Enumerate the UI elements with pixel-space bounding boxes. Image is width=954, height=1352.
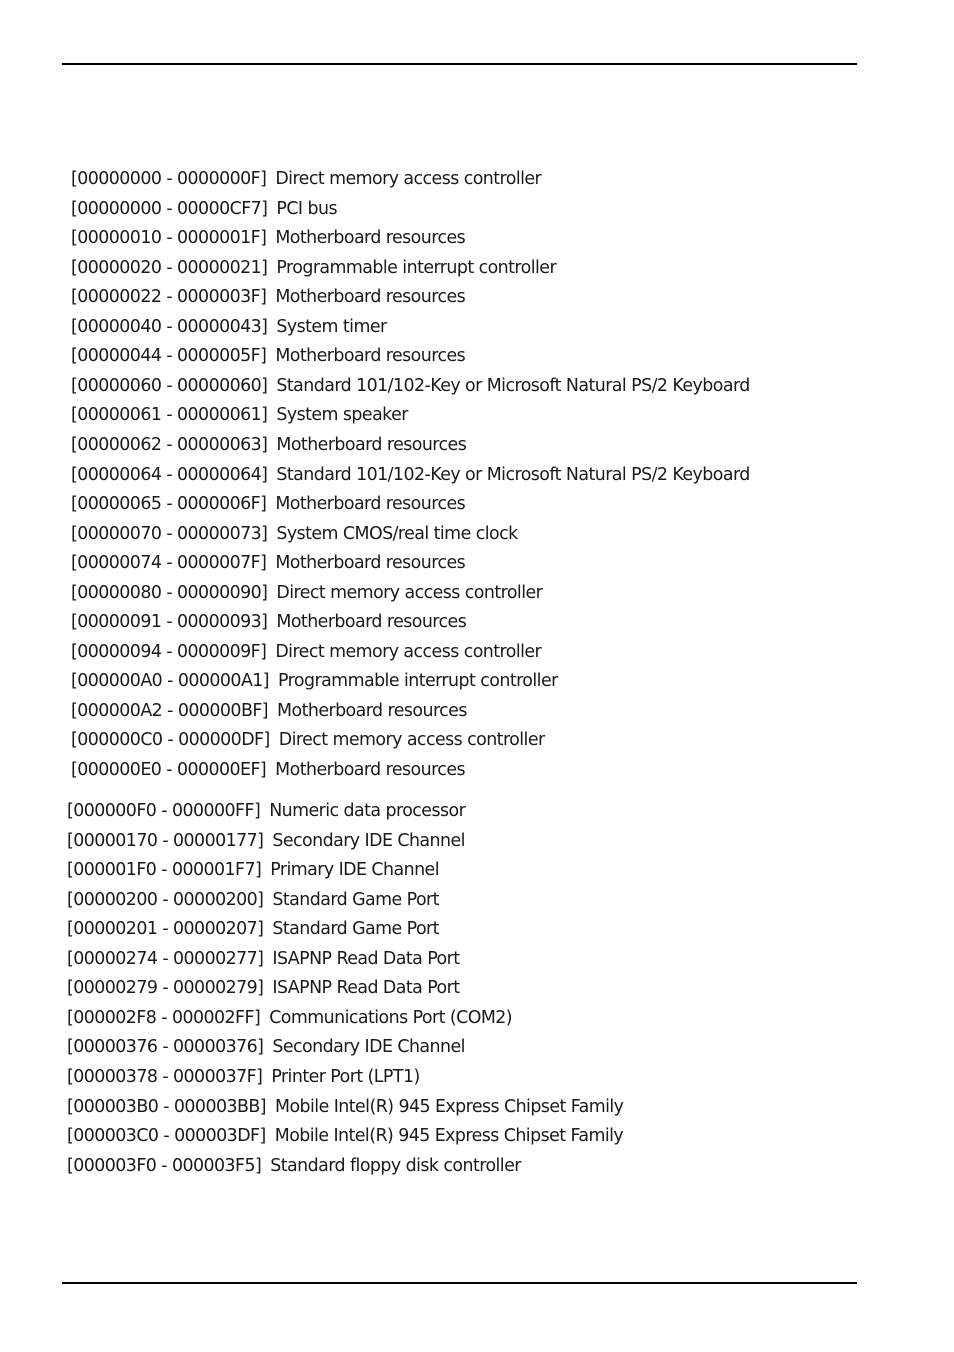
io-range-address: [00000020 - 00000021]: [71, 257, 268, 278]
io-range-row: [67, 974, 460, 1003]
io-range-device: Motherboard resources: [276, 612, 467, 633]
io-range-row: [67, 856, 439, 885]
io-range-row: [71, 313, 387, 342]
io-range-address: [000000A2 - 000000BF]: [71, 700, 269, 721]
io-range-device: Motherboard resources: [275, 228, 466, 249]
io-range-device: ISAPNP Read Data Port: [272, 978, 460, 999]
io-range-address: [00000376 - 00000376]: [67, 1037, 264, 1058]
io-range-address: [000000C0 - 000000DF]: [71, 730, 270, 751]
io-range-address: [00000200 - 00000200]: [67, 889, 264, 910]
io-range-device: Direct memory access controller: [278, 730, 545, 751]
io-range-address: [00000274 - 00000277]: [67, 948, 264, 969]
io-range-address: [000003F0 - 000003F5]: [67, 1155, 262, 1176]
io-range-address: [00000070 - 00000073]: [71, 523, 268, 544]
io-range-address: [00000378 - 0000037F]: [67, 1066, 263, 1087]
io-range-row: [71, 697, 467, 726]
io-range-row: [71, 401, 408, 430]
io-range-device: Numeric data processor: [269, 801, 466, 821]
io-range-device: System speaker: [276, 405, 408, 426]
io-range-device: Primary IDE Channel: [270, 860, 439, 881]
io-range-device: Standard 101/102-Key or Microsoft Natural PS/2 Keyboard: [276, 375, 750, 396]
io-range-row: [71, 431, 466, 460]
io-range-row: [67, 1152, 521, 1181]
io-range-device: Direct memory access controller: [275, 169, 542, 189]
io-range-row: [71, 254, 556, 283]
io-range-address: [00000080 - 00000090]: [71, 582, 268, 603]
io-range-device: Motherboard resources: [276, 434, 467, 455]
io-range-address: [00000094 - 0000009F]: [71, 641, 267, 662]
io-range-device: Direct memory access controller: [276, 582, 543, 603]
io-range-device: Standard Game Port: [272, 919, 439, 940]
io-range-row: [71, 461, 750, 490]
io-range-row: [67, 1004, 512, 1033]
io-range-device: System timer: [276, 316, 387, 337]
io-range-address: [00000062 - 00000063]: [71, 434, 268, 455]
io-range-row: [71, 579, 542, 608]
io-range-address: [00000061 - 00000061]: [71, 405, 268, 426]
io-range-device: Standard Game Port: [272, 889, 439, 910]
io-range-row: [71, 549, 465, 578]
io-range-row: [71, 490, 465, 519]
io-range-address: [00000044 - 0000005F]: [71, 346, 267, 367]
io-range-address: [00000060 - 00000060]: [71, 375, 268, 396]
io-range-device: Secondary IDE Channel: [272, 830, 465, 851]
io-range-row: [67, 827, 465, 856]
io-range-row: [71, 726, 545, 755]
io-range-row: [67, 886, 439, 915]
io-range-device: System CMOS/real time clock: [276, 523, 518, 544]
io-range-address: [00000000 - 0000000F]: [71, 169, 267, 189]
io-range-address: [00000091 - 00000093]: [71, 612, 268, 633]
io-range-row: [71, 165, 541, 194]
io-range-address: [00000279 - 00000279]: [67, 978, 264, 999]
io-range-device: Mobile Intel(R) 945 Express Chipset Family: [274, 1096, 624, 1117]
io-range-device: ISAPNP Read Data Port: [272, 948, 460, 969]
io-range-address: [00000201 - 00000207]: [67, 919, 264, 940]
io-range-address: [000000F0 - 000000FF]: [67, 801, 261, 821]
io-range-device: Direct memory access controller: [275, 641, 542, 662]
io-range-address: [000000A0 - 000000A1]: [71, 671, 270, 692]
io-range-address: [000000E0 - 000000EF]: [71, 760, 267, 780]
io-range-row: [67, 945, 460, 974]
io-range-device: Programmable interrupt controller: [276, 257, 557, 278]
io-range-device: Motherboard resources: [275, 760, 465, 780]
io-range-row: [71, 283, 465, 312]
io-range-device: Motherboard resources: [275, 287, 466, 308]
footer-rule: [62, 1282, 857, 1284]
io-range-device: Mobile Intel(R) 945 Express Chipset Family: [274, 1126, 624, 1147]
io-range-address: [000003C0 - 000003DF]: [67, 1126, 266, 1147]
io-range-address: [00000022 - 0000003F]: [71, 287, 267, 308]
io-range-address: [00000064 - 00000064]: [71, 464, 268, 485]
io-range-row: [67, 915, 439, 944]
io-range-device: Motherboard resources: [275, 553, 466, 574]
io-range-row: [71, 372, 750, 401]
io-range-device: Secondary IDE Channel: [272, 1037, 465, 1058]
io-range-row: [71, 195, 337, 224]
io-range-address: [00000074 - 0000007F]: [71, 553, 267, 574]
io-range-address: [00000170 - 00000177]: [67, 830, 264, 851]
io-range-address: [000001F0 - 000001F7]: [67, 860, 262, 881]
io-range-row: [67, 1122, 623, 1151]
io-range-device: Printer Port (LPT1): [271, 1066, 420, 1087]
io-range-address: [00000040 - 00000043]: [71, 316, 268, 337]
io-range-device: Motherboard resources: [275, 494, 466, 515]
io-range-row: [71, 520, 518, 549]
io-range-device: PCI bus: [276, 198, 337, 219]
io-range-device: Programmable interrupt controller: [278, 671, 558, 692]
io-range-row: [67, 1063, 420, 1092]
io-range-address: [00000010 - 0000001F]: [71, 228, 267, 249]
io-range-device: Communications Port (COM2): [269, 1007, 513, 1028]
io-range-address: [000003B0 - 000003BB]: [67, 1096, 266, 1117]
io-range-row: [67, 797, 465, 826]
io-range-device: Standard 101/102-Key or Microsoft Natural PS/2 Keyboard: [276, 464, 750, 485]
io-range-device: Standard floppy disk controller: [270, 1155, 521, 1176]
io-range-row: [67, 1033, 465, 1062]
io-range-row: [71, 756, 465, 785]
io-range-row: [71, 608, 466, 637]
io-range-row: [71, 342, 465, 371]
io-range-row: [71, 638, 541, 667]
io-range-address: [000002F8 - 000002FF]: [67, 1007, 261, 1028]
io-range-device: Motherboard resources: [277, 700, 467, 721]
io-range-row: [71, 667, 558, 696]
io-range-address: [00000000 - 00000CF7]: [71, 198, 268, 219]
io-range-row: [67, 1093, 623, 1122]
io-range-device: Motherboard resources: [275, 346, 466, 367]
io-range-row: [71, 224, 465, 253]
io-range-address: [00000065 - 0000006F]: [71, 494, 267, 515]
